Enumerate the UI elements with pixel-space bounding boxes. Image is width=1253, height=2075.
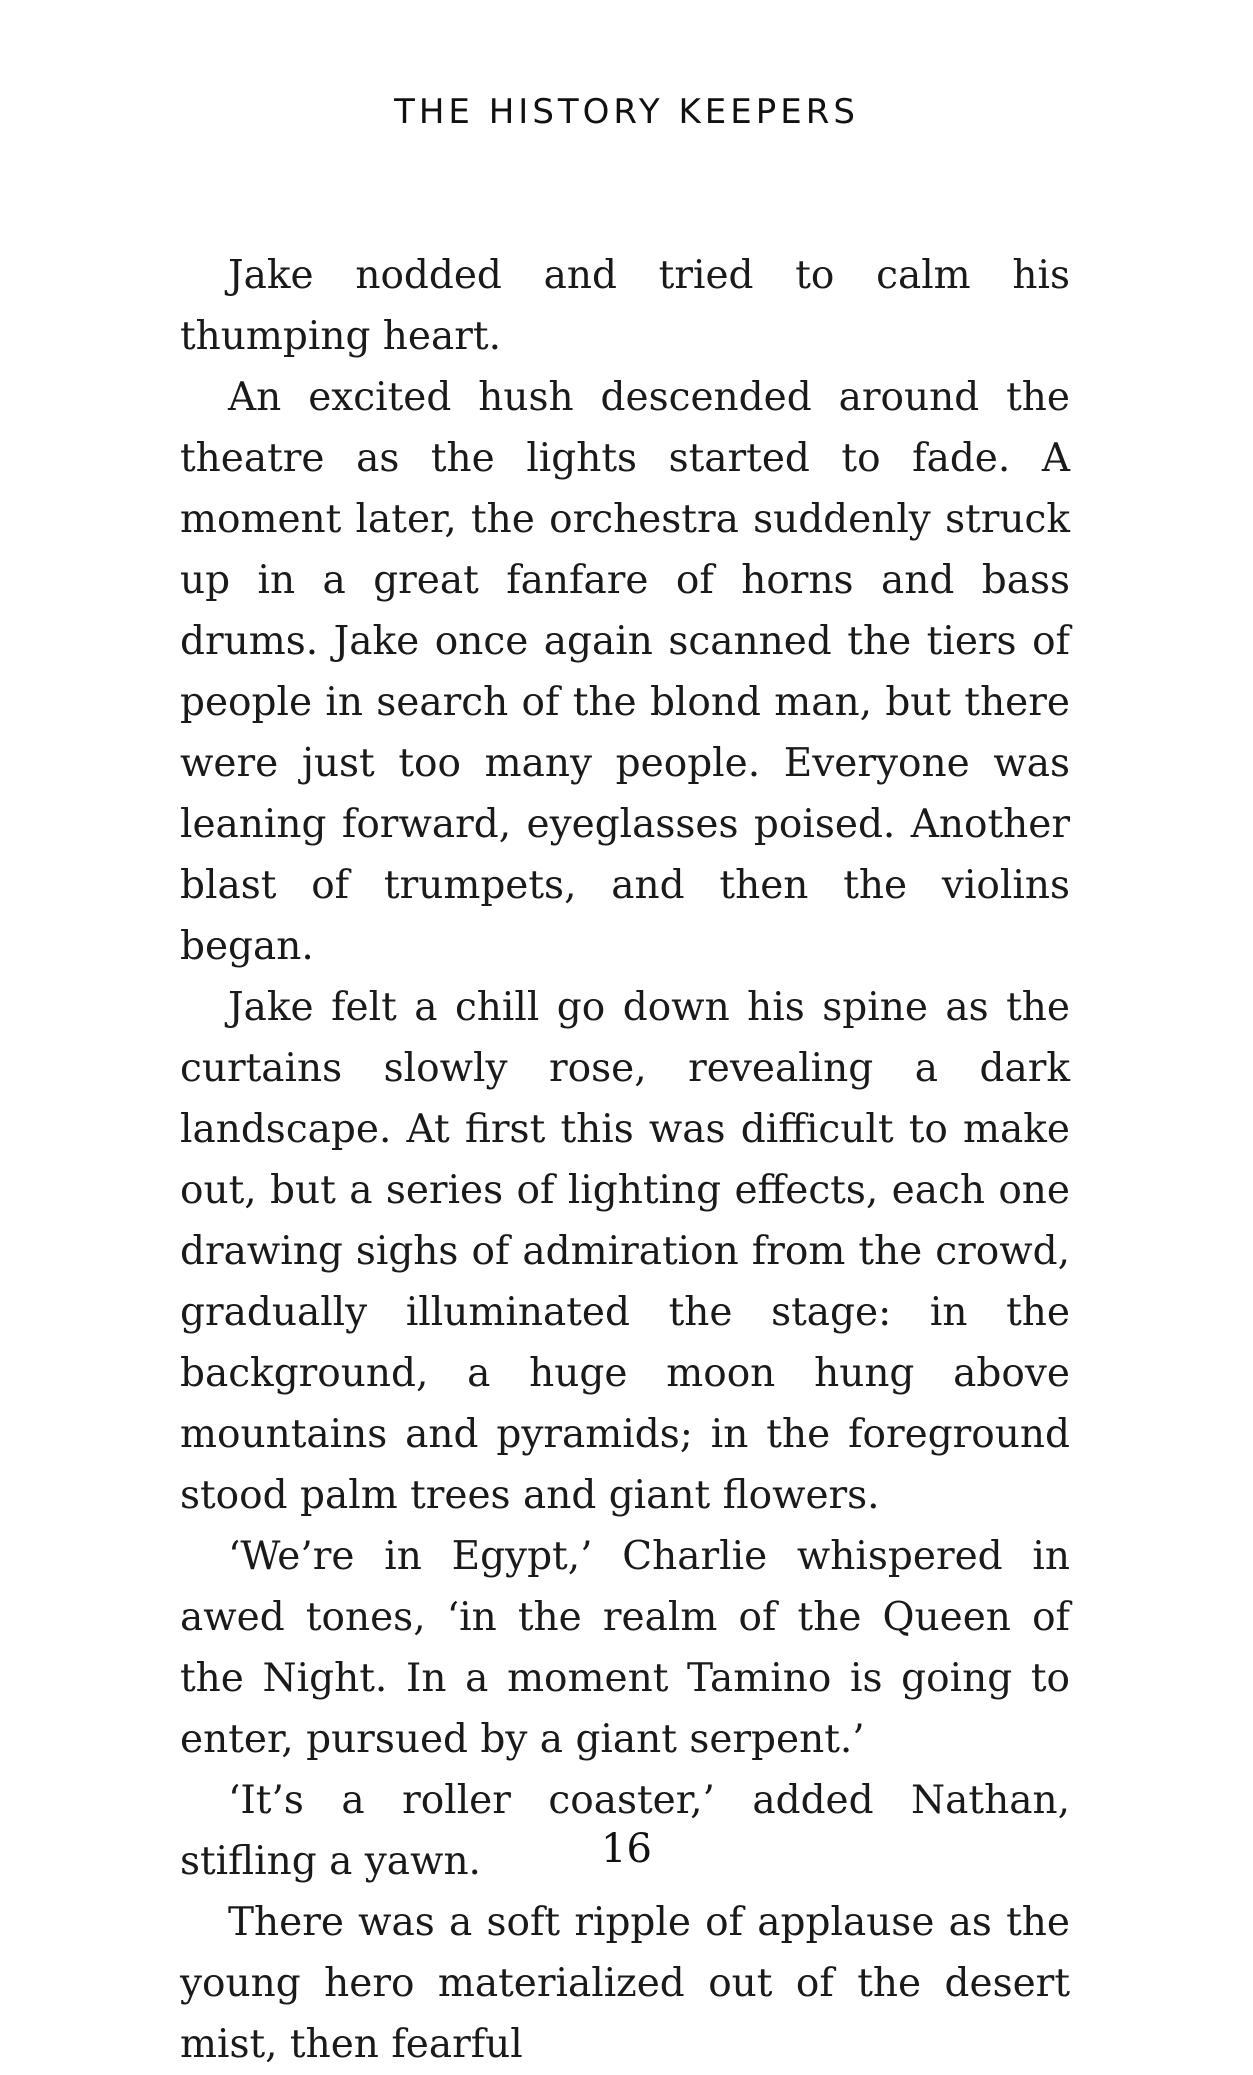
body-text <box>180 245 1070 2075</box>
running-head: THE HISTORY KEEPERS <box>394 92 859 132</box>
paragraph: Jake nodded and tried to calm his thumping heart. <box>180 253 1070 359</box>
paragraph: ‘We’re in Egypt,’ Charlie whispered in awed tones, ‘in the realm of the Queen of the Night. In a moment Tamino is going to enter, pursued by a giant serpent.’ <box>180 1534 1070 1762</box>
paragraph: Jake felt a chill go down his spine as the curtains slowly rose, revealing a dark landscape. At first this was difficult to make out, but a series of lighting effects, each one drawing sighs of admiration from the crowd, gradually illuminated the stage: in the background, a huge moon hung above mountains and pyramids; in the foreground stood palm trees and giant flowers. <box>180 985 1070 1518</box>
paragraph: There was a soft ripple of applause as the young hero materialized out of the desert mist, then fearful <box>180 1900 1070 2067</box>
paragraph: ‘It’s a roller coaster,’ added Nathan, stifling a yawn. <box>180 1778 1070 1884</box>
page-number: 16 <box>601 1826 652 1872</box>
paragraph: An excited hush descended around the theatre as the lights started to fade. A moment later, the orchestra suddenly struck up in a great fanfare of horns and bass drums. Jake once again scanned the tiers of people in search of the blond man, but there were just too many people. Everyone was leaning forward, eyeglasses poised. Another blast of trumpets, and then the violins began. <box>180 375 1070 969</box>
